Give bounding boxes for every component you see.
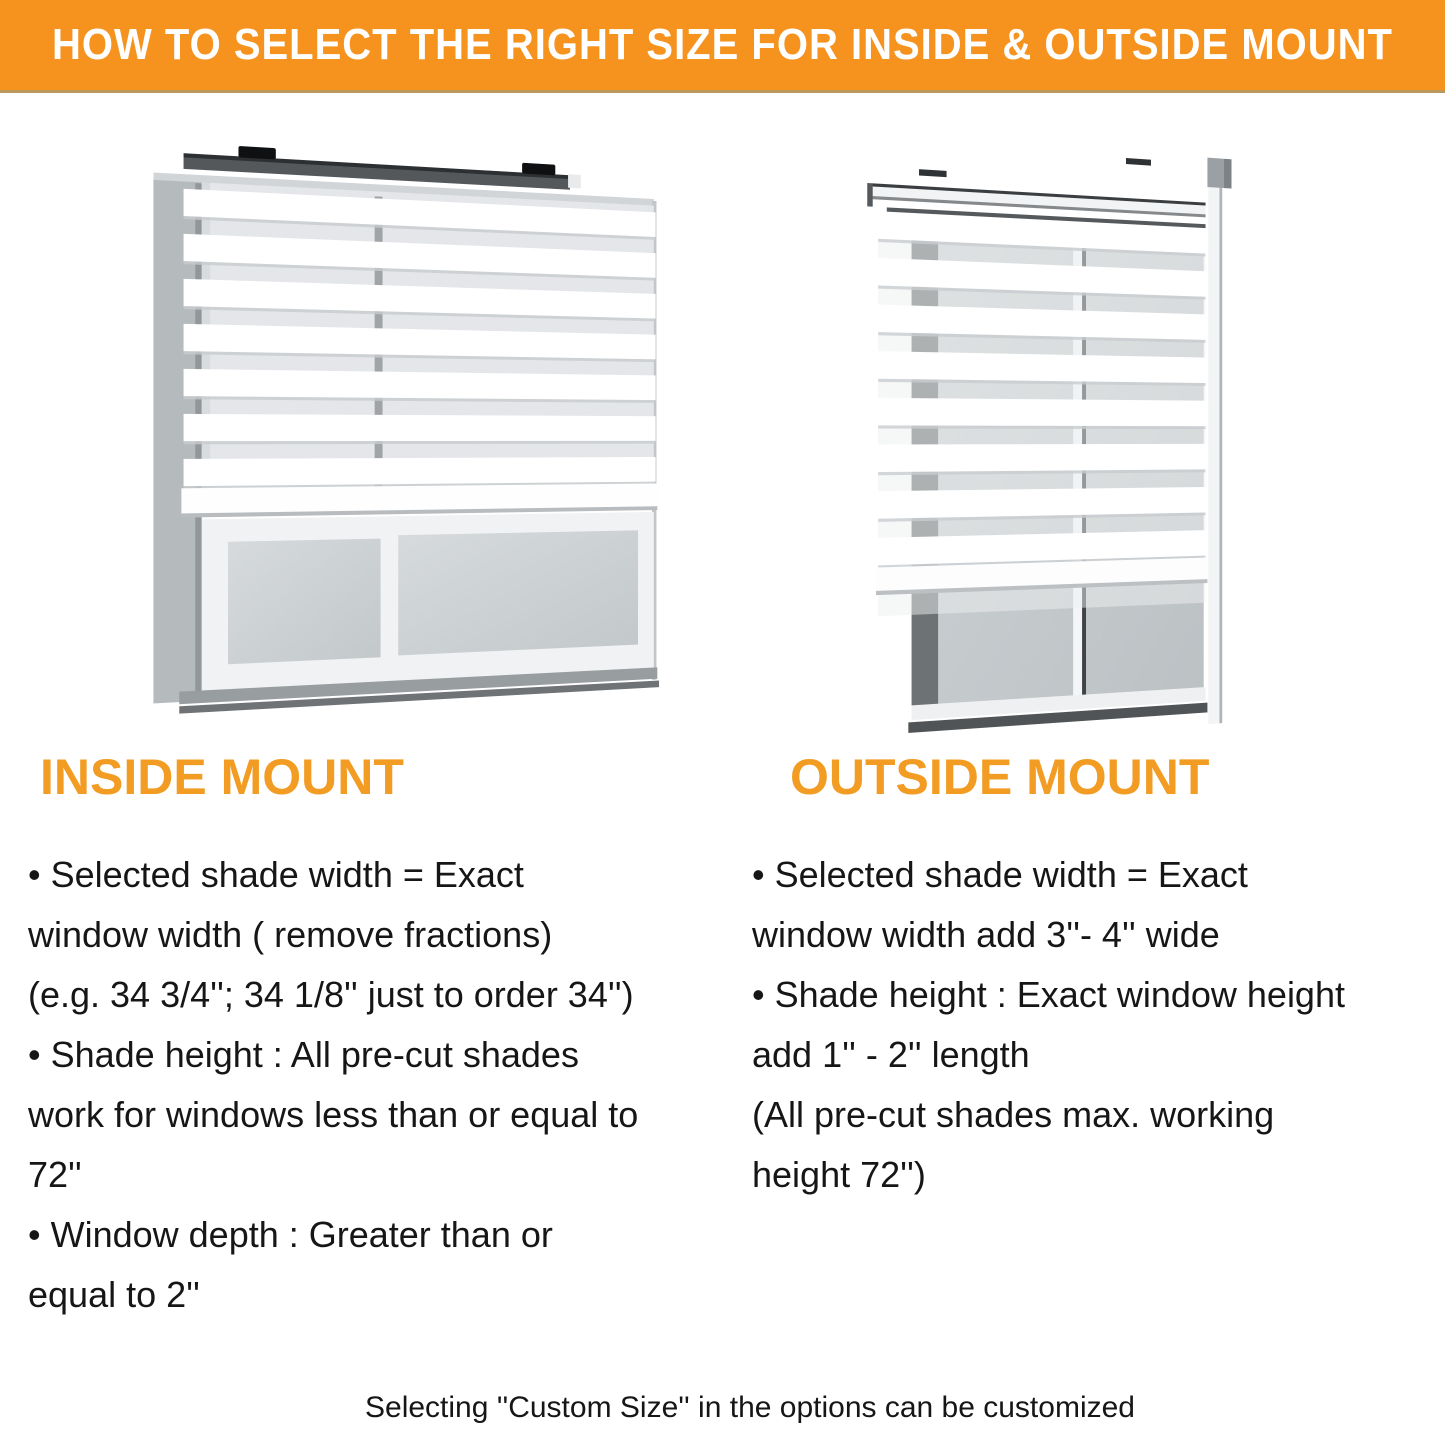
instruction-line: • Selected shade width = Exact (28, 854, 524, 895)
instruction-line: height 72'') (752, 1154, 926, 1195)
instruction-line: add 1'' - 2'' length (752, 1034, 1030, 1075)
inside-mount-illustration (128, 140, 688, 736)
outside-mount-illustration (856, 136, 1396, 736)
instruction-line: 72'' (28, 1154, 82, 1195)
instruction-line: (All pre-cut shades max. working (752, 1094, 1275, 1135)
instruction-line: equal to 2'' (28, 1274, 200, 1315)
inside-mount-drawing (119, 122, 666, 754)
instruction-line: • Shade height : All pre-cut shades (28, 1034, 579, 1075)
banner (0, 0, 1445, 93)
instruction-line: • Shade height : Exact window height (752, 974, 1345, 1015)
instruction-line: • Window depth : Greater than or (28, 1214, 553, 1255)
inside-mount-instructions (28, 845, 718, 1325)
instruction-line: window width add 3''- 4'' wide (752, 914, 1220, 955)
banner-title: HOW TO SELECT THE RIGHT SIZE FOR INSIDE & OUTSIDE MOUNT (52, 21, 1393, 69)
instruction-line: window width ( remove fractions) (28, 914, 553, 955)
outside-mount-heading: OUTSIDE MOUNT (790, 749, 1210, 805)
instruction-line: • Selected shade width = Exact (752, 854, 1248, 895)
wall-brackets (919, 138, 1231, 195)
inside-mount-heading: INSIDE MOUNT (40, 749, 404, 805)
side-frame-strip (1208, 187, 1222, 724)
window-panes (179, 512, 659, 714)
custom-size-note: Selecting ''Custom Size'' in the options can be customized (365, 1391, 1135, 1424)
instruction-line: (e.g. 34 3/4''; 34 1/8'' just to order 34'') (28, 974, 634, 1015)
outside-mount-drawing (848, 116, 1372, 757)
outside-mount-instructions (752, 845, 1442, 1205)
instruction-line: work for windows less than or equal to (28, 1094, 639, 1135)
